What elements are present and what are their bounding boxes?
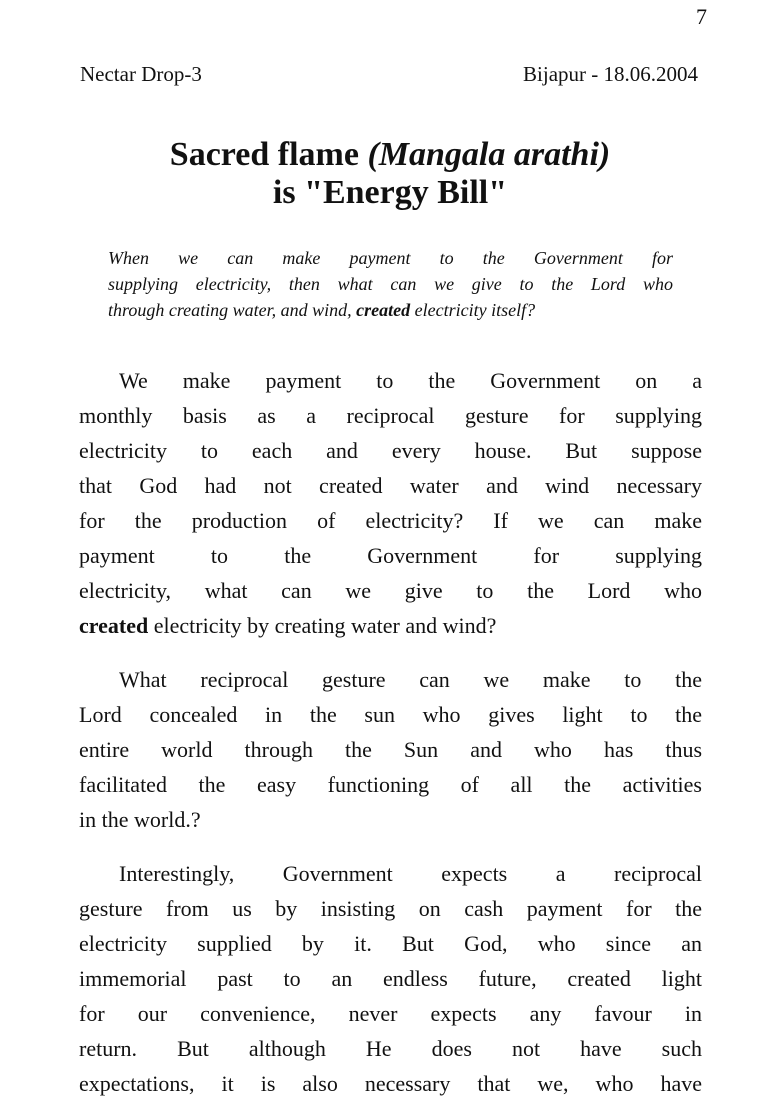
paragraph-2 bbox=[79, 662, 702, 837]
paragraph-line: gesture from us by insisting on cash payment for the bbox=[79, 896, 702, 921]
chapter-title-main: Sacred flame bbox=[169, 136, 368, 173]
paragraph-line: return. But although He does not have such bbox=[79, 1036, 702, 1061]
paragraph-1 bbox=[79, 363, 702, 643]
paragraph-line: immemorial past to an endless future, created light bbox=[79, 966, 702, 991]
epigraph-bold-word: created bbox=[356, 300, 411, 320]
paragraph-line: in the world.? bbox=[79, 807, 201, 832]
paragraph-line: expectations, it is also necessary that we, who have bbox=[79, 1071, 702, 1096]
paragraph-line: Lord concealed in the sun who gives light to the bbox=[79, 702, 702, 727]
paragraph-3 bbox=[79, 856, 702, 1101]
paragraph-line: Interestingly, Government expects a reciprocal bbox=[119, 861, 702, 886]
paragraph-text: electricity by creating water and wind? bbox=[148, 613, 497, 638]
chapter-title-italic: (Mangala arathi) bbox=[367, 136, 611, 173]
chapter-title-line-2: is "Energy Bill" bbox=[272, 174, 508, 211]
paragraph-line: What reciprocal gesture can we make to the bbox=[119, 667, 702, 692]
paragraph-line: monthly basis as a reciprocal gesture for supplying bbox=[79, 403, 702, 428]
paragraph-line: electricity supplied by it. But God, who since an bbox=[79, 931, 702, 956]
paragraph-line: electricity to each and every house. But suppose bbox=[79, 438, 702, 463]
paragraph-line: for the production of electricity? If we can make bbox=[79, 508, 702, 533]
paragraph-line: electricity, what can we give to the Lord who bbox=[79, 578, 702, 603]
chapter-title bbox=[0, 136, 780, 212]
paragraph-line: that God had not created water and wind necessary bbox=[79, 473, 702, 498]
epigraph bbox=[108, 245, 673, 323]
page-number: 7 bbox=[696, 4, 707, 29]
paragraph-bold-word: created bbox=[79, 613, 149, 638]
paragraph-line: payment to the Government for supplying bbox=[79, 543, 702, 568]
epigraph-line: supplying electricity, then what can we give to the Lord who bbox=[108, 274, 673, 294]
paragraph-line: entire world through the Sun and who has thus bbox=[79, 737, 702, 762]
running-header-title: Nectar Drop-3 bbox=[80, 62, 202, 86]
epigraph-text: through creating water, and wind, bbox=[108, 300, 357, 320]
epigraph-line: When we can make payment to the Government for bbox=[108, 248, 673, 268]
paragraph-line: for our convenience, never expects any favour in bbox=[79, 1001, 702, 1026]
paragraph-line: facilitated the easy functioning of all the activities bbox=[79, 772, 702, 797]
epigraph-text: electricity itself? bbox=[410, 300, 536, 320]
paragraph-line bbox=[79, 608, 702, 643]
running-header-place-date: Bijapur - 18.06.2004 bbox=[523, 62, 698, 86]
epigraph-line bbox=[108, 297, 673, 323]
chapter-title-line-1 bbox=[0, 136, 780, 174]
paragraph-line: We make payment to the Government on a bbox=[119, 368, 702, 393]
